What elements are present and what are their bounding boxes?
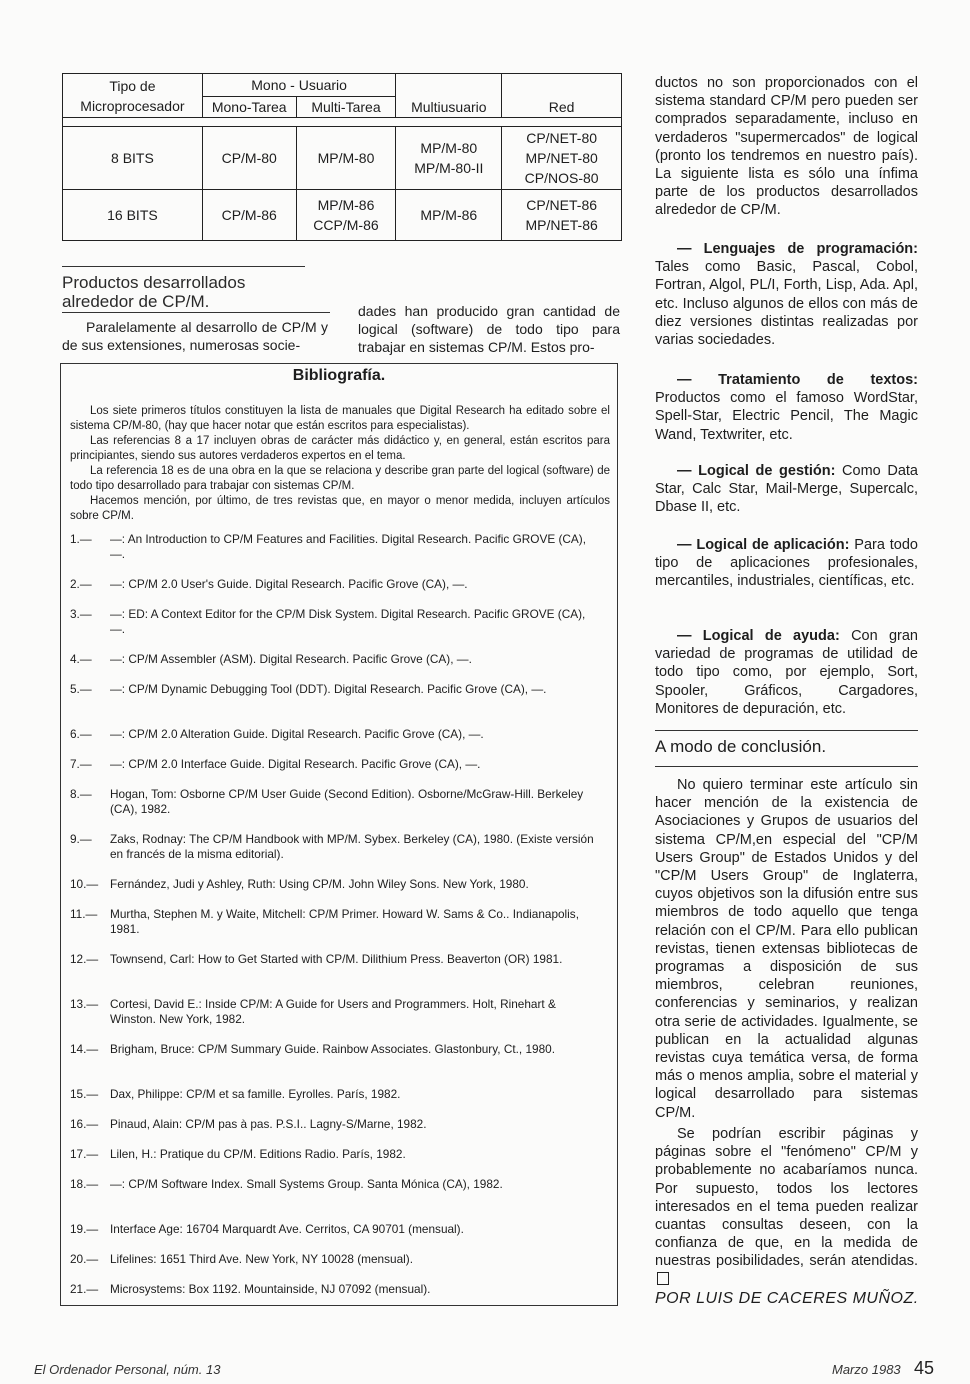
item-aplicacion: — Logical de aplicación: Para todo tipo de aplicaciones profesionales, mercantiles, industriales, científicas, etc. — [655, 537, 918, 590]
section-heading-conclusion: A modo de conclusión. — [655, 737, 827, 756]
cell-multi-tarea: MP/M-86 CCP/M-86 — [296, 190, 396, 241]
header-red: Red — [502, 74, 622, 118]
paragraph-products: ductos no son proporcionados con el sistema standard CP/M pero pueden ser comprados separadamente, incluso en verdaderos "supermercados" de logical (pronto los tendremos en nuestro país). La siguiente lista es sólo una ínfima parte de los productos desarrollados alrededor de CP/M. — [655, 75, 918, 219]
heading-rule-bottom — [62, 312, 330, 313]
cell-tipo: 16 BITS — [63, 190, 203, 241]
closing-paragraph: Se podrían escribir páginas y páginas sobre el "fenómeno" CP/M y probablemente no acabaríamos nunca. Por supuesto, todos los lectores interesados en el tema pueden realizar cuantas consultas deseen, con la confianza de que, en la medida de nuestras posibilidades, serán atendidas. — [655, 1125, 918, 1289]
cell-mono-tarea: CP/M-80 — [202, 127, 296, 190]
footer-publication: El Ordenador Personal, núm. 13 — [34, 1362, 221, 1377]
footer-date: Marzo 1983 — [832, 1362, 901, 1377]
item-ayuda: — Logical de ayuda: Con gran variedad de programas de utilidad de todo tipo como, por ejemplo, Sort, Spooler, Gráficos, Cargadores, Monitores de depuración, etc. — [655, 628, 919, 717]
cell-multiusuario: MP/M-80 MP/M-80-II — [396, 127, 502, 190]
cpm-products-table — [62, 73, 622, 241]
conclusion-paragraph: No quiero terminar este artículo sin hacer mención de la existencia de Asociaciones y Grupos de usuarios del sistema CP/M,en especial del "CP/M Users Group" de Estados Unidos y del "CP/M Users Group" de Inglaterra, cuyos objetivos son la difusión entre sus miembros de todo aquello que tenga relación con el CP/M. Para ello publican revistas, tienen extensas bibliotecas de programas a disposición de sus miembros, celebran reuniones, conferencias y seminarios, y realizan otra serie de actividades. Igualmente, se publican en la actualidad algunas revistas cuya temática versa, de forma más o menos amplia, sobre el material y logical desarrollado para sistemas CP/M. — [655, 777, 918, 1121]
item-gestion: — Logical de gestión: Como Data Star, Calc Star, Mail-Merge, Supercalc, Dbase II, etc. — [655, 463, 918, 516]
bibliography-list: 1.— —: An Introduction to CP/M Features and Facilities. Digital Research. Pacific GROVE (CA),—. 2.— —: CP/M 2.0 User's Guide. Digital Research. Pacific Grove (CA), —. 3.— —: ED: A Context Editor for the CP/M Disk System. Digital Research. Pacific GROVE (CA), —. 4.— —: CP/M Assembler (ASM). Digital Research. Pacific Grove (CA), —. 5.— —: CP/M Dynamic Debugging Tool (DDT). Digital Research. Pacific Grove (CA), —. 6.— —: CP/M 2.0 Alteration Guide. Digital Research. Pacific Grove (CA), —. 7.— —: CP/M 2.0 Interface Guide. Digital Research. Pacific Grove (CA), —. 8.— Hogan, Tom: Osborne CP/M User Guide (Second Edition). Osborne/McGraw-Hill. Berkeley (CA), 1982. 9.— Zaks, Rodnay: The CP/M Handbook with MP/M. Sybex. Berkeley (CA), 1980. (Existe versión en francés de la misma editorial). 10.— Fernández, Judi y Ashley, Ruth: Using CP/M. John Wiley Sons. New York, 1980. 11.— Murtha, Stephen M. y Waite, Mitchell: CP/M Primer. Howard W. Sams & Co.. Indianapolis, 1981. 12.— Townsend, Carl: How to Get Started with CP/M. Dilithium Press. Beaverton (OR) 1981. 13.— Cortesi, David E.: Inside CP/M: A Guide for Users and Programmers. Holt, Rinehart & Winston. New York, 1982. 14.— Brigham, Bruce: CP/M Summary Guide. Rainbow Associates. Glastonbury, Ct., 1980. 15.— Dax, Philippe: CP/M et sa famille. Eyrolles. París, 1982. 16.— Pinaud, Alain: CP/M pas à pas. P.S.I.. Lagny-S/Marne, 1982. 17.— Lilen, H.: Pratique du CP/M. Editions Radio. París, 1982. 18.— —: CP/M Software Index. Small Systems Group. Santa Mónica (CA), 1982. 19.— Interface Age: 16704 Marquardt Ave. Cerritos, CA 90701 (mensual). 20.— Lifelines: 1651 Third Ave. New York, NY 10028 (mensual). 21.— Microsystems: Box 1192. Mountainside, NJ 07092 (mensual). — [70, 532, 594, 1296]
conclusion-rule-top — [655, 730, 918, 731]
item-lenguajes: — Lenguajes de programación: Tales como Basic, Pascal, Cobol, Fortran, Algol, PL/I, Forth, Lisp, Ada. Apl, etc. Incluso algunos de ellos con más de diez versiones distintas realizadas por varias sociedades. — [655, 241, 918, 349]
paragraph-middle: dades han producido gran cantidad de logical (software) de todo tipo para trabajar en sistemas CP/M. Estos pro- — [358, 303, 620, 355]
heading-rule-top — [62, 266, 305, 267]
cell-red: CP/NET-86 MP/NET-86 — [502, 190, 622, 241]
end-mark-icon — [657, 1272, 669, 1285]
cell-multi-tarea: MP/M-80 — [296, 127, 396, 190]
table-row-8bits — [63, 127, 622, 190]
cell-red: CP/NET-80 MP/NET-80 CP/NOS-80 — [502, 127, 622, 190]
header-multiusuario: Multiusuario — [396, 74, 502, 118]
paragraph-left: Paralelamente al desarrollo de CP/M y de sus extensiones, numerosas socie- — [62, 319, 328, 353]
header-tipo: Tipo de Microprocesador — [63, 74, 203, 118]
item-tratamiento-textos: — Tratamiento de textos: Productos como el famoso WordStar, Spell-Star, Electric Pencil, The Magic Wand, Textwriter, etc. — [655, 372, 918, 443]
header-mono-tarea: Mono-Tarea — [202, 97, 296, 118]
bibliography-intro: Los siete primeros títulos constituyen la lista de manuales que Digital Research ha editado sobre el sistema CP/M-80, (hay que hacer notar que están escritos para especialistas). Las referencias 8 a 17 incluyen obras de carácter más didáctico y, en general, están escritos para principiantes, siendo sus autores verdaderos expertos en el tema. La referencia 18 es de una obra en la que se relaciona y describe gran parte del logical (software) de todo tipo desarrollado para trabajar con sistemas CP/M. Hacemos mención, por último, de tres revistas que, en mayor o menor medida, incluyen artículos sobre CP/M. — [70, 405, 610, 522]
cell-tipo: 8 BITS — [63, 127, 203, 190]
conclusion-rule-bottom — [655, 766, 918, 767]
bibliography-box — [60, 363, 618, 1306]
page-number: 45 — [914, 1358, 935, 1378]
cell-multiusuario: MP/M-86 — [396, 190, 502, 241]
header-mono-usuario: Mono - Usuario — [202, 74, 396, 97]
section-heading-productos: Productos desarrollados alrededor de CP/M. — [62, 273, 246, 311]
cell-mono-tarea: CP/M-86 — [202, 190, 296, 241]
right-column-intro — [655, 74, 918, 220]
bibliography-title: Bibliografía. — [292, 367, 386, 384]
table-row-16bits — [63, 190, 622, 241]
author-byline: POR LUIS DE CACERES MUÑOZ. — [655, 1290, 919, 1307]
header-multi-tarea: Multi-Tarea — [296, 97, 396, 118]
